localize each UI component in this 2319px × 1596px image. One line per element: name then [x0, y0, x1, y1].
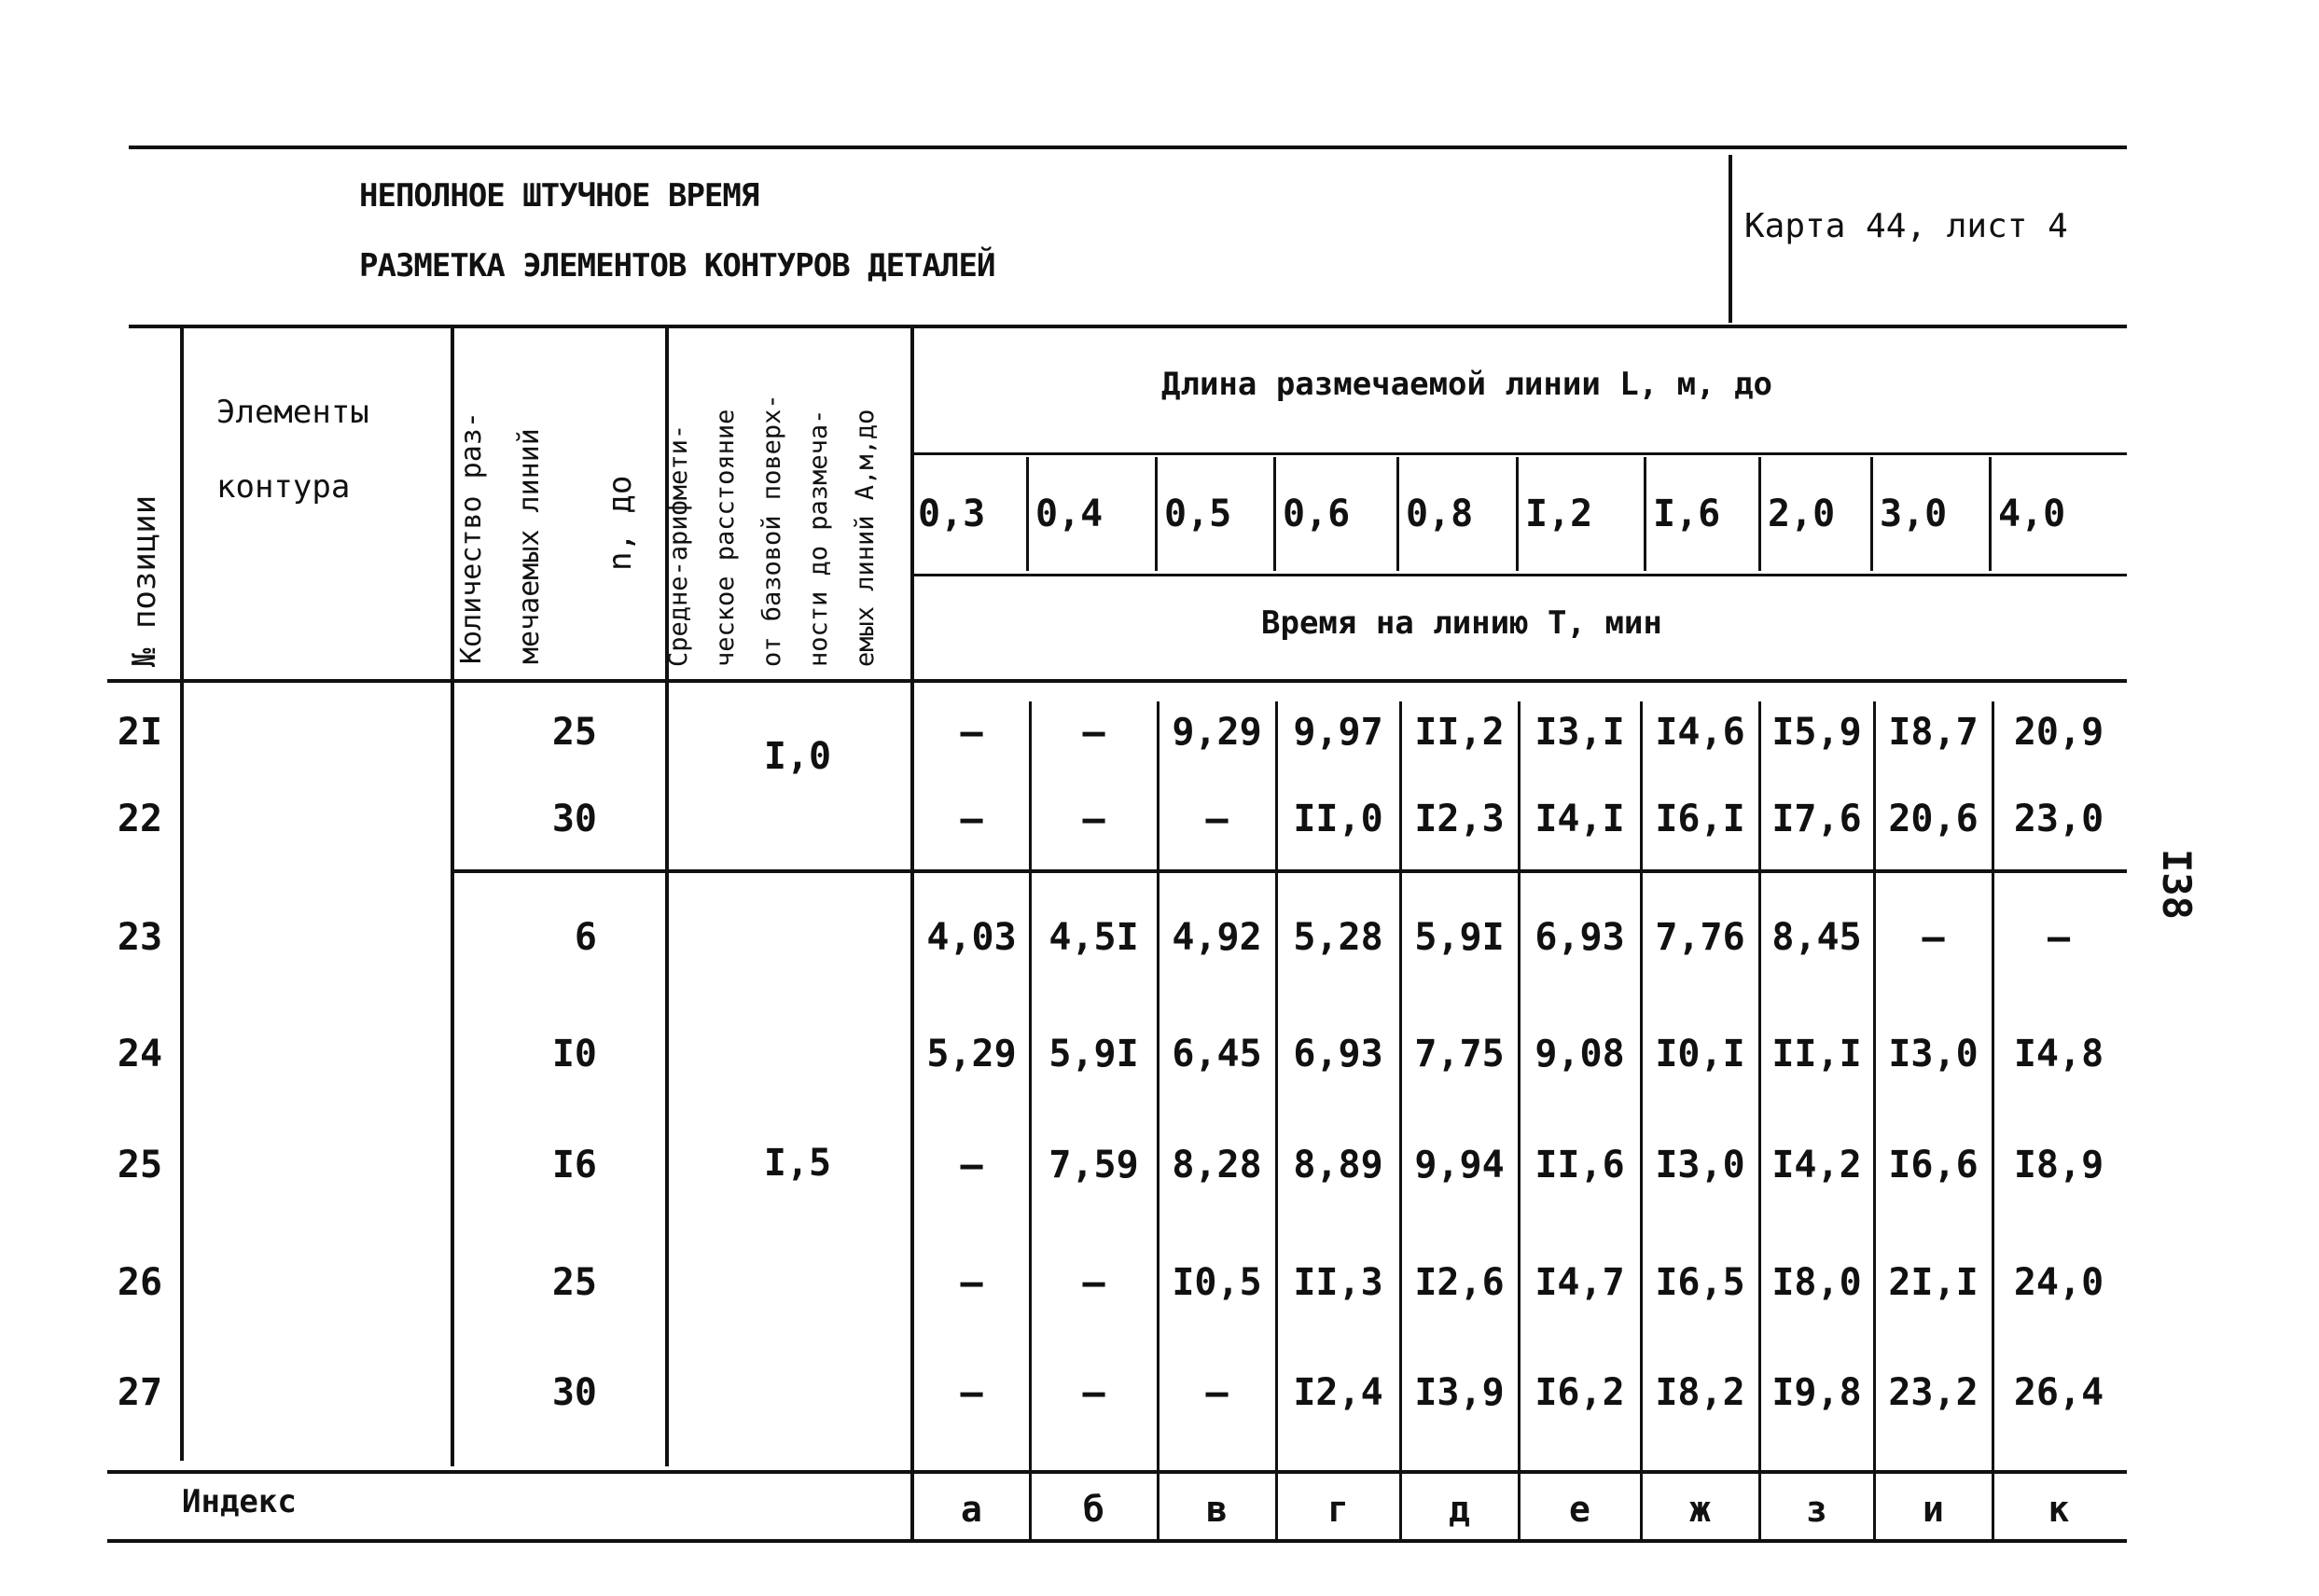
- time-value: 23,0: [2013, 798, 2104, 840]
- time-value: II,6: [1534, 1144, 1625, 1187]
- row-count: 30: [551, 798, 597, 840]
- time-value: II,0: [1293, 798, 1383, 840]
- header-elements-1: Элементы: [216, 394, 369, 431]
- length-label: 4,0: [1998, 493, 2066, 535]
- index-letter: з: [1806, 1489, 1827, 1530]
- time-subrule: [912, 574, 2127, 576]
- time-value: –: [1082, 711, 1105, 754]
- len-sep-6: [1644, 457, 1646, 571]
- index-letter: и: [1923, 1489, 1944, 1530]
- time-value: I4,2: [1771, 1144, 1862, 1187]
- distance-group-1: I,0: [763, 735, 832, 778]
- time-value: I4,8: [2013, 1033, 2104, 1076]
- header-dist-1: Средне-арифмети-: [664, 423, 693, 667]
- time-value: I3,I: [1534, 711, 1625, 754]
- time-value: I8,9: [2013, 1144, 2104, 1187]
- header-count-3: n, до: [602, 475, 639, 571]
- row-position: 23: [117, 916, 163, 959]
- time-value: –: [1082, 1371, 1105, 1414]
- time-value: –: [1082, 798, 1105, 840]
- time-value: I0,5: [1172, 1261, 1262, 1304]
- time-value: I6,2: [1534, 1371, 1625, 1414]
- time-value: 26,4: [2013, 1371, 2104, 1414]
- time-value: –: [960, 711, 983, 754]
- time-value: I3,0: [1888, 1033, 1979, 1076]
- time-value: 9,97: [1293, 711, 1383, 754]
- index-letter: а: [961, 1489, 982, 1530]
- time-value: –: [1205, 798, 1229, 840]
- time-value: 24,0: [2013, 1261, 2104, 1304]
- len-sep-2: [1155, 457, 1158, 571]
- index-letter: г: [1327, 1489, 1349, 1530]
- time-value: I5,9: [1771, 711, 1862, 754]
- row-count: 6: [574, 916, 597, 959]
- header-dist-4: ности до размеча-: [804, 409, 833, 667]
- page-number: I38: [2154, 849, 2200, 920]
- row-position: 26: [117, 1261, 163, 1304]
- time-value: –: [1205, 1371, 1229, 1414]
- index-letter: д: [1449, 1489, 1470, 1530]
- time-value: I9,8: [1771, 1371, 1862, 1414]
- time-value: II,I: [1771, 1033, 1862, 1076]
- time-value: 4,5I: [1048, 916, 1139, 959]
- header-pos: № позиции: [126, 494, 163, 667]
- time-value: I6,5: [1655, 1261, 1745, 1304]
- top-rule: [129, 146, 2127, 149]
- time-value: 5,9I: [1048, 1033, 1139, 1076]
- header-count-1: Количество раз-: [455, 411, 488, 664]
- time-value: I3,9: [1414, 1371, 1505, 1414]
- title-line-1: НЕПОЛНОЕ ШТУЧНОЕ ВРЕМЯ: [359, 177, 759, 215]
- time-value: II,2: [1414, 711, 1505, 754]
- length-label: 0,4: [1035, 493, 1104, 535]
- time-title: Время на линию T, мин: [1261, 604, 1662, 642]
- col-line-elements: [451, 326, 454, 1466]
- time-value: 20,6: [1888, 798, 1979, 840]
- time-value: 5,29: [926, 1033, 1017, 1076]
- time-value: 6,93: [1293, 1033, 1383, 1076]
- length-label: 3,0: [1880, 493, 1948, 535]
- time-value: 4,03: [926, 916, 1017, 959]
- time-value: –: [2047, 916, 2071, 959]
- time-value: 8,45: [1771, 916, 1862, 959]
- header-count-2: мечаемых линий: [513, 428, 546, 664]
- time-value: –: [960, 1261, 983, 1304]
- index-bottom-rule: [107, 1539, 2127, 1543]
- time-value: 7,76: [1655, 916, 1745, 959]
- time-value: 9,29: [1172, 711, 1262, 754]
- card-divider: [1729, 155, 1732, 323]
- distance-group-2: I,5: [763, 1142, 832, 1185]
- time-value: –: [960, 798, 983, 840]
- time-value: I3,0: [1655, 1144, 1745, 1187]
- index-letter: е: [1569, 1489, 1590, 1530]
- time-value: 8,89: [1293, 1144, 1383, 1187]
- time-value: –: [1922, 916, 1945, 959]
- time-value: 6,93: [1534, 916, 1625, 959]
- time-value: 6,45: [1172, 1033, 1262, 1076]
- table-top-rule: [129, 325, 2127, 328]
- header-dist-2: ческое расстояние: [711, 409, 740, 667]
- time-value: II,3: [1293, 1261, 1383, 1304]
- time-value: I7,6: [1771, 798, 1862, 840]
- row-position: 22: [117, 798, 163, 840]
- row-count: 30: [551, 1371, 597, 1414]
- group-rule: [452, 869, 2127, 873]
- row-count: 25: [551, 1261, 597, 1304]
- time-value: I4,6: [1655, 711, 1745, 754]
- time-value: –: [960, 1371, 983, 1414]
- index-top-rule: [107, 1470, 2127, 1474]
- time-value: I0,I: [1655, 1033, 1745, 1076]
- time-value: 7,75: [1414, 1033, 1505, 1076]
- time-value: 5,9I: [1414, 916, 1505, 959]
- length-label: 2,0: [1768, 493, 1836, 535]
- time-value: 5,28: [1293, 916, 1383, 959]
- card-label: Карта 44, лист 4: [1744, 207, 2068, 245]
- row-count: I6: [551, 1144, 597, 1187]
- time-value: 8,28: [1172, 1144, 1262, 1187]
- time-value: I2,4: [1293, 1371, 1383, 1414]
- row-position: 27: [117, 1371, 163, 1414]
- time-value: –: [960, 1144, 983, 1187]
- length-label: 0,8: [1406, 493, 1474, 535]
- index-letter: ж: [1689, 1489, 1711, 1530]
- time-value: I2,6: [1414, 1261, 1505, 1304]
- row-count: 25: [551, 711, 597, 754]
- time-value: I4,7: [1534, 1261, 1625, 1304]
- time-value: I4,I: [1534, 798, 1625, 840]
- time-value: I6,6: [1888, 1144, 1979, 1187]
- time-value: I2,3: [1414, 798, 1505, 840]
- row-position: 2I: [117, 711, 163, 754]
- index-letter: б: [1083, 1489, 1104, 1530]
- time-value: 23,2: [1888, 1371, 1979, 1414]
- index-label: Индекс: [182, 1483, 297, 1520]
- length-label: I,6: [1653, 493, 1721, 535]
- header-dist-5: емых линий A,м,до: [851, 409, 880, 667]
- index-letter: к: [2048, 1489, 2070, 1530]
- length-title: Длина размечаемой линии L, м, до: [1161, 366, 1773, 403]
- length-label: I,2: [1525, 493, 1593, 535]
- length-label: 0,6: [1283, 493, 1351, 535]
- row-position: 25: [117, 1144, 163, 1187]
- time-value: I8,7: [1888, 711, 1979, 754]
- time-value: 2I,I: [1888, 1261, 1979, 1304]
- time-value: I6,I: [1655, 798, 1745, 840]
- time-value: 20,9: [2013, 711, 2104, 754]
- time-value: I8,0: [1771, 1261, 1862, 1304]
- index-letter: в: [1206, 1489, 1228, 1530]
- time-value: 4,92: [1172, 916, 1262, 959]
- header-bottom-rule: [107, 679, 2127, 683]
- header-elements-2: контура: [216, 468, 351, 506]
- time-value: 9,08: [1534, 1033, 1625, 1076]
- time-value: 9,94: [1414, 1144, 1505, 1187]
- row-position: 24: [117, 1033, 163, 1076]
- length-label: 0,5: [1164, 493, 1232, 535]
- time-value: 7,59: [1048, 1144, 1139, 1187]
- row-count: I0: [551, 1033, 597, 1076]
- time-value: I8,2: [1655, 1371, 1745, 1414]
- header-dist-3: от базовой поверх-: [757, 394, 786, 667]
- length-label: 0,3: [918, 493, 986, 535]
- length-subrule: [912, 452, 2127, 455]
- time-value: –: [1082, 1261, 1105, 1304]
- title-line-2: РАЗМЕТКА ЭЛЕМЕНТОВ КОНТУРОВ ДЕТАЛЕЙ: [359, 247, 995, 285]
- col-line-pos: [180, 326, 184, 1461]
